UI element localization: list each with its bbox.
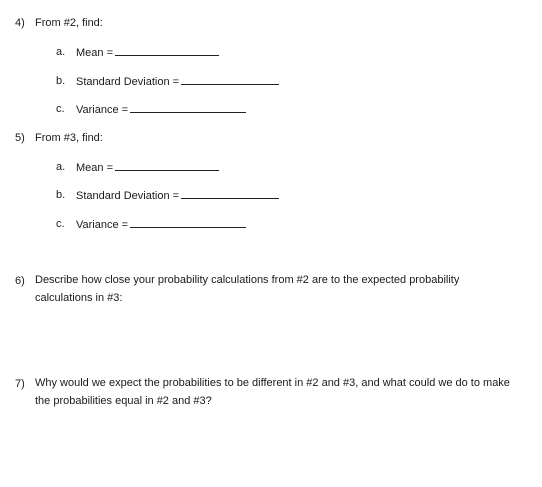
item-letter: b. [56, 189, 66, 201]
question-prompt: From #2, find: [35, 17, 103, 29]
item-label: Standard Deviation = [76, 76, 180, 88]
answer-line-std-dev [76, 189, 279, 202]
item-label: Variance = [76, 104, 129, 116]
answer-line-mean [76, 46, 219, 59]
answer-blank[interactable] [181, 75, 279, 85]
item-label: Standard Deviation = [76, 190, 180, 202]
answer-line-std-dev [76, 75, 279, 88]
answer-line-variance [76, 218, 246, 231]
answer-blank[interactable] [130, 218, 246, 228]
question-prompt: From #3, find: [35, 132, 103, 144]
answer-blank[interactable] [115, 161, 219, 171]
item-letter: a. [56, 46, 66, 58]
question-number: 7) [15, 378, 25, 390]
answer-blank[interactable] [181, 189, 279, 199]
item-letter: c. [56, 218, 65, 230]
item-letter: b. [56, 75, 66, 87]
question-number: 5) [15, 132, 25, 144]
item-label: Mean = [76, 162, 113, 174]
item-letter: a. [56, 161, 66, 173]
question-text: Describe how close your probability calculations from #2 are to the expected probability calculations in #3: [35, 274, 460, 304]
answer-line-variance [76, 103, 246, 116]
question-text: Why would we expect the probabilities to be different in #2 and #3, and what could we do to make the probabilities equal in #2 and #3? [35, 377, 510, 407]
answer-line-mean [76, 161, 219, 174]
item-label: Variance = [76, 219, 129, 231]
question-number: 4) [15, 17, 25, 29]
item-letter: c. [56, 103, 65, 115]
answer-blank[interactable] [115, 46, 219, 56]
question-number: 6) [15, 275, 25, 287]
item-label: Mean = [76, 47, 113, 59]
answer-blank[interactable] [130, 103, 246, 113]
